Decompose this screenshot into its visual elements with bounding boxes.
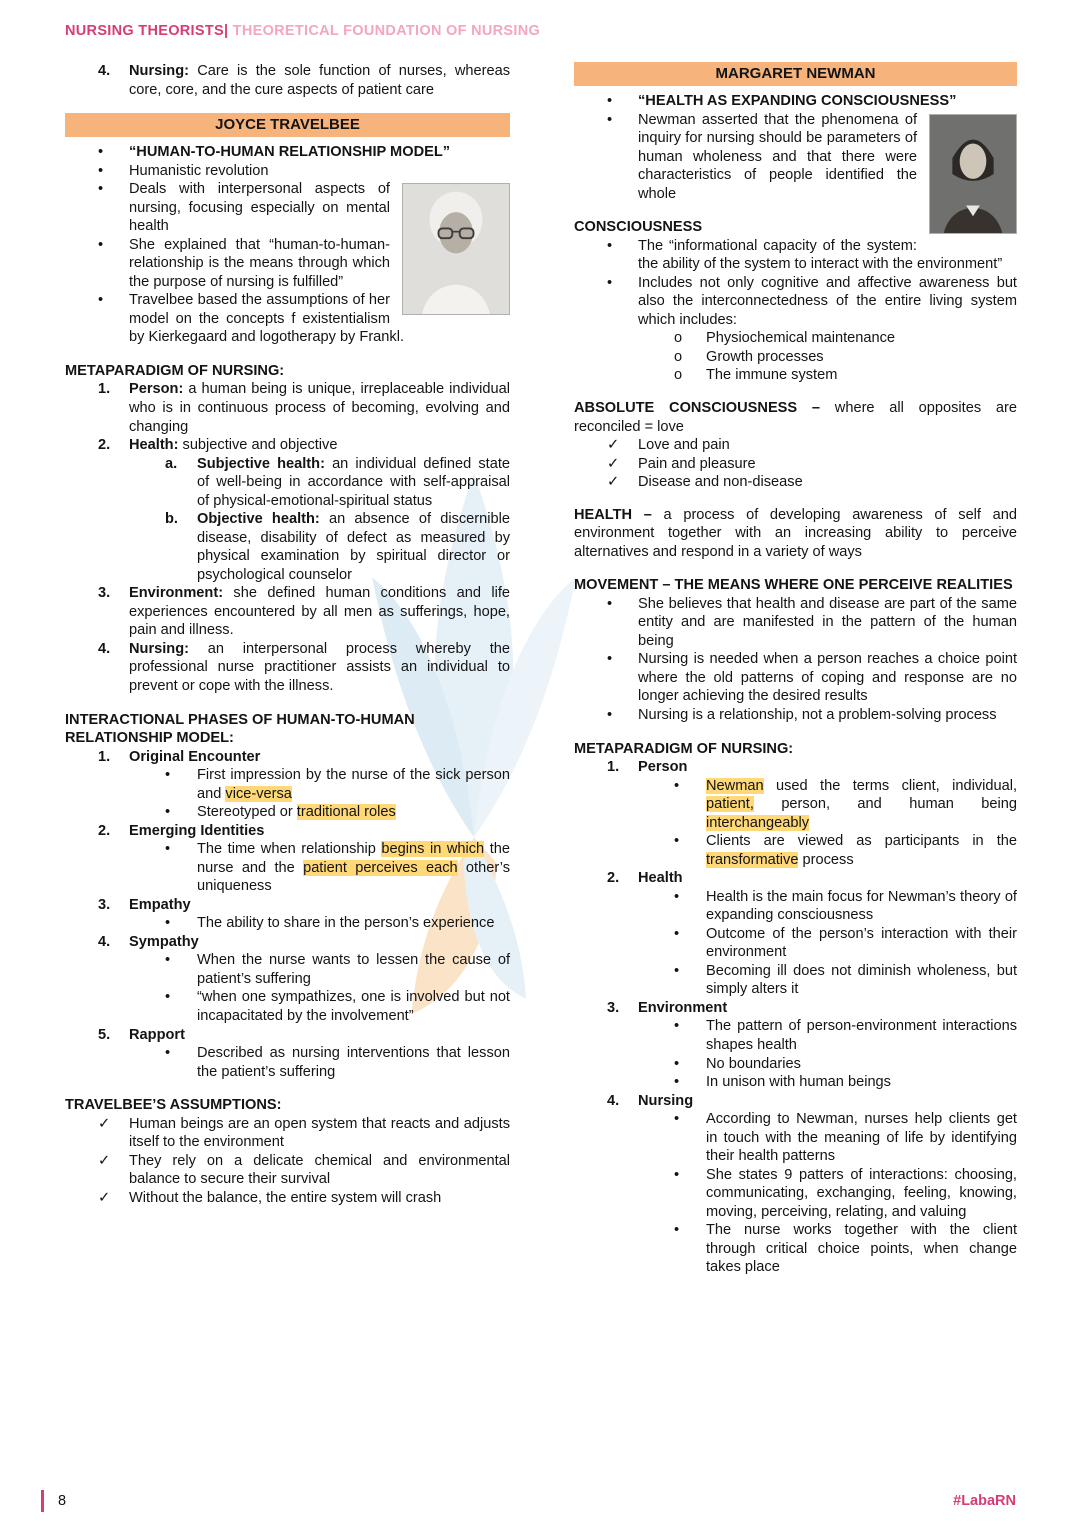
text-run: Subjective health:	[197, 455, 333, 472]
section-heading: METAPARADIGM OF NURSING:	[65, 362, 285, 379]
text-run: Person	[638, 759, 688, 776]
list-item	[574, 237, 1017, 274]
list-item	[574, 348, 1017, 367]
list-marker: a.	[165, 455, 178, 472]
section-header-bar: JOYCE TRAVELBEE	[65, 113, 510, 137]
text-run: Health:	[129, 437, 183, 454]
list-marker: ✓	[607, 437, 620, 454]
list-marker: 4.	[98, 640, 111, 657]
list-item	[574, 366, 1017, 385]
highlighted-text: Newman	[706, 777, 764, 794]
list-item	[65, 988, 510, 1025]
list-marker: o	[674, 330, 683, 347]
column-left	[65, 62, 510, 1277]
list-marker: •	[165, 804, 171, 821]
section-heading: MOVEMENT – THE MEANS WHERE ONE PERCEIVE REALITIES	[574, 577, 1013, 594]
text-run: The immune system	[706, 367, 838, 384]
section-heading: TRAVELBEE’S ASSUMPTIONS:	[65, 1097, 282, 1114]
text-run: a process of developing awareness of self and environment together with an increasing ability to perceive alternatives and respond in a variety of ways	[574, 506, 1017, 560]
list-item	[65, 803, 510, 822]
list-item	[574, 1073, 1017, 1092]
text-run: Newman asserted that the phenomena of inquiry for nursing should be parameters of human wholeness and that there were characteristics of people identified the whole	[638, 111, 917, 202]
footer-hashtag: #LabaRN	[953, 1492, 1016, 1509]
list-item	[574, 758, 1017, 777]
list-marker: •	[98, 181, 104, 198]
list-marker: 4.	[607, 1092, 620, 1109]
highlighted-text: interchangeably	[706, 814, 810, 831]
text-run: she defined human conditions and life experiences encountered by all men as sufferings, hope, pain and illness.	[129, 585, 510, 639]
text-run: Rapport	[129, 1026, 185, 1043]
text-run: an interpersonal process whereby the professional nurse practitioner assists an individual to prevent or cope with the illness.	[129, 640, 510, 694]
text-run: The time when relationship	[197, 841, 382, 858]
text-run: the nurse and the	[197, 841, 510, 876]
text-run: The nurse works together with the client through critical choice points, when change takes place	[706, 1222, 1017, 1276]
text-run: Nursing is a relationship, not a problem-solving process	[638, 706, 997, 723]
list-item	[65, 1026, 510, 1045]
text-run: Deals with interpersonal aspects of nursing, focusing especially on mental health	[129, 181, 390, 235]
list-marker: •	[607, 595, 613, 612]
list-marker: 3.	[607, 999, 620, 1016]
text-run: Human beings are an open system that reacts and adjusts itself to the environment	[129, 1115, 510, 1151]
text-run: Described as nursing interventions that lesson the patient’s suffering	[197, 1045, 510, 1080]
list-marker: •	[607, 93, 613, 110]
text-run: She explained that “human-to-human-relationship is the means through which the purpose of nursing is fulfilled”	[129, 236, 390, 290]
list-item	[574, 1017, 1017, 1054]
list-item	[574, 1166, 1017, 1222]
text-run: “when one sympathizes, one is involved but not incapacitated by the involvement”	[197, 989, 510, 1025]
highlighted-text: patient,	[706, 796, 754, 813]
list-item	[65, 510, 510, 584]
list-marker: o	[674, 348, 683, 365]
text-run: Health	[638, 870, 683, 887]
list-item	[65, 291, 510, 347]
text-run: Objective health:	[197, 511, 329, 528]
text-run: Disease and non-disease	[638, 474, 803, 491]
list-item	[574, 832, 1017, 869]
text-run: Becoming ill does not diminish wholeness, but simply alters it	[706, 962, 1017, 998]
list-marker: ✓	[607, 474, 620, 491]
text-run: Emerging Identities	[129, 822, 265, 839]
list-item	[65, 822, 510, 841]
list-item	[574, 777, 1017, 833]
list-marker: •	[674, 1055, 680, 1072]
text-run: Sympathy	[129, 933, 199, 950]
list-item	[65, 896, 510, 915]
section-heading: CONSCIOUSNESS	[574, 219, 703, 236]
list-item	[65, 933, 510, 952]
list-marker: •	[165, 1045, 171, 1062]
list-marker: •	[98, 236, 104, 253]
list-marker: •	[674, 1074, 680, 1091]
list-marker: 4.	[98, 63, 111, 79]
list-item	[574, 473, 1017, 492]
text-run: She believes that health and disease are part of the same entity and are manifested in the pattern of the human being	[638, 595, 1017, 649]
list-marker: ✓	[98, 1189, 111, 1206]
text-run: Nursing is needed when a person reaches a choice point where the old patterns of coping and response are no longer achieving the desired results	[638, 651, 1017, 705]
list-item	[574, 999, 1017, 1018]
content-columns	[65, 62, 1017, 1277]
list-item	[574, 962, 1017, 999]
list-item	[65, 1115, 510, 1152]
text-run: used the terms client, individual,	[763, 777, 1017, 794]
text-run: Includes not only cognitive and affective awareness but also the interconnectedness of the entire living system which includes:	[638, 274, 1017, 328]
text-run: person, and human being	[753, 796, 1017, 813]
text-run: Nursing:	[129, 63, 198, 79]
highlighted-text: begins in which	[381, 841, 485, 858]
list-item	[65, 436, 510, 455]
list-marker: •	[674, 1222, 680, 1239]
text-run: other’s uniqueness	[197, 859, 511, 895]
text-run: Empathy	[129, 896, 191, 913]
highlighted-text: traditional roles	[296, 804, 396, 821]
section-heading: METAPARADIGM OF NURSING:	[574, 740, 794, 757]
text-run: First impression by the nurse of the sick person and	[197, 767, 510, 802]
text-run: Environment:	[129, 585, 234, 602]
highlighted-text: transformative	[706, 851, 799, 868]
list-item	[574, 888, 1017, 925]
text-run: Nursing:	[129, 640, 208, 657]
page-number-container	[41, 1490, 66, 1512]
list-item	[65, 1044, 510, 1081]
highlighted-text: patient perceives each	[303, 859, 458, 876]
text-run: No boundaries	[706, 1055, 801, 1072]
list-marker: •	[165, 915, 171, 932]
list-item	[65, 914, 510, 933]
list-marker: 3.	[98, 585, 111, 602]
list-marker: •	[98, 144, 104, 161]
list-item	[65, 1152, 510, 1189]
list-item	[574, 1221, 1017, 1277]
text-run: process	[798, 851, 854, 868]
list-item	[65, 380, 510, 436]
list-item	[65, 180, 510, 236]
list-item	[574, 111, 1017, 204]
page-number-accent-bar	[41, 1490, 44, 1512]
list-marker: •	[98, 292, 104, 309]
list-item	[65, 236, 510, 292]
text-run: In unison with human beings	[706, 1074, 891, 1091]
list-item	[574, 595, 1017, 651]
list-marker: 2.	[98, 437, 111, 454]
list-marker: •	[674, 777, 680, 794]
list-marker: 3.	[98, 896, 111, 913]
list-marker: •	[165, 841, 171, 858]
list-marker: 2.	[98, 822, 111, 839]
text-run: HEALTH –	[574, 506, 664, 523]
text-run: Outcome of the person’s interaction with their environment	[706, 925, 1017, 961]
page-header	[65, 22, 540, 40]
list-marker: •	[674, 1018, 680, 1035]
list-item	[65, 162, 510, 181]
text-run: They rely on a delicate chemical and environmental balance to secure their survival	[129, 1152, 510, 1188]
list-item	[65, 584, 510, 640]
page-number: 8	[58, 1492, 67, 1509]
list-marker: •	[98, 162, 104, 179]
list-item	[65, 640, 510, 696]
list-item	[574, 274, 1017, 330]
section-heading: INTERACTIONAL PHASES OF HUMAN-TO-HUMAN RELATIONSHIP MODEL:	[65, 711, 415, 747]
text-run: Physiochemical maintenance	[706, 330, 896, 347]
list-item	[65, 62, 510, 99]
list-item	[65, 748, 510, 767]
text-run: an absence of discernible disease, disability of defect as measured by physical examination by spiritual director or psychological counselor	[197, 511, 510, 583]
text-run: a human being is unique, irreplaceable individual who is in continuous process of becoming, evolving and changing	[129, 381, 510, 435]
list-marker: •	[607, 274, 613, 291]
text-run: The pattern of person-environment interactions shapes health	[706, 1018, 1017, 1054]
paragraph	[574, 399, 1017, 436]
header-title-primary: NURSING THEORISTS	[65, 23, 224, 39]
list-item	[65, 143, 510, 162]
list-marker: b.	[165, 511, 178, 528]
text-run: Original Encounter	[129, 748, 261, 765]
list-marker: 5.	[98, 1026, 111, 1043]
list-marker: 4.	[98, 933, 111, 950]
column-right	[574, 62, 1017, 1277]
text-run: According to Newman, nurses help clients get in touch with the meaning of life by identifying their health patterns	[706, 1111, 1017, 1165]
text-run: Stereotyped or	[197, 804, 297, 821]
list-item	[574, 1110, 1017, 1166]
text-run: The “informational capacity of the system: the ability of the system to interact with the environment”	[638, 237, 1003, 273]
list-marker: •	[674, 1166, 680, 1183]
list-marker: 1.	[98, 748, 111, 765]
list-item	[574, 706, 1017, 725]
highlighted-text: vice-versa	[225, 785, 292, 802]
text-run: Health is the main focus for Newman’s theory of expanding consciousness	[706, 888, 1017, 924]
header-separator: |	[223, 23, 233, 39]
list-marker: 1.	[607, 759, 620, 776]
text-run: Travelbee based the assumptions of her model on the concepts f existentialism by Kierkegaard and logotherapy by Frankl.	[129, 292, 405, 346]
list-marker: ✓	[98, 1152, 111, 1169]
text-run: an individual defined state of well-being in accordance with self-appraisal of physical-emotional-spiritual status	[197, 455, 510, 509]
list-marker: ✓	[98, 1115, 111, 1132]
text-run: ABSOLUTE CONSCIOUSNESS –	[574, 400, 835, 417]
list-marker: 1.	[98, 381, 111, 398]
list-item	[574, 92, 1017, 111]
list-marker: •	[674, 833, 680, 850]
list-item	[65, 951, 510, 988]
list-item	[574, 1092, 1017, 1111]
list-marker: •	[674, 888, 680, 905]
list-marker: •	[607, 706, 613, 723]
text-run: Person:	[129, 381, 189, 398]
list-marker: •	[607, 111, 613, 128]
text-run: Care is the sole function of nurses, whereas core, core, and the cure aspects of patient care	[129, 63, 510, 98]
list-marker: ✓	[607, 455, 620, 472]
list-marker: 2.	[607, 870, 620, 887]
list-marker: o	[674, 367, 683, 384]
list-marker: •	[674, 1111, 680, 1128]
list-item	[574, 869, 1017, 888]
text-run: Growth processes	[706, 348, 824, 365]
text-run: Clients are viewed as participants in the	[706, 833, 1017, 850]
list-item	[574, 455, 1017, 474]
text-run: “HUMAN-TO-HUMAN RELATIONSHIP MODEL”	[129, 144, 451, 161]
text-run: Humanistic revolution	[129, 162, 269, 179]
text-run: The ability to share in the person’s experience	[197, 915, 495, 932]
text-run: When the nurse wants to lessen the cause of patient’s suffering	[197, 952, 510, 987]
text-run: subjective and objective	[182, 437, 338, 454]
list-item	[574, 436, 1017, 455]
list-marker: •	[165, 989, 171, 1006]
text-run: Nursing	[638, 1092, 694, 1109]
paragraph	[574, 506, 1017, 562]
list-item	[574, 650, 1017, 706]
text-run: “HEALTH AS EXPANDING CONSCIOUSNESS”	[638, 93, 957, 110]
list-marker: •	[165, 767, 171, 784]
list-item	[65, 1189, 510, 1208]
list-marker: •	[607, 651, 613, 668]
list-marker: •	[674, 925, 680, 942]
header-title-secondary: THEORETICAL FOUNDATION OF NURSING	[232, 23, 541, 39]
list-item	[574, 1055, 1017, 1074]
text-run: She states 9 patters of interactions: choosing, communicating, exchanging, feeling, knowing, moving, perceiving, relating, and valuing	[706, 1166, 1017, 1220]
list-marker: •	[607, 237, 613, 254]
section-header-bar: MARGARET NEWMAN	[574, 62, 1017, 86]
list-marker: •	[165, 952, 171, 969]
text-run: where all opposites are reconciled = love	[574, 400, 1017, 435]
text-run: Love and pain	[638, 437, 730, 454]
list-item	[574, 329, 1017, 348]
list-item	[65, 766, 510, 803]
text-run: Pain and pleasure	[638, 455, 756, 472]
list-item	[65, 455, 510, 511]
text-run: Without the balance, the entire system will crash	[129, 1189, 442, 1206]
list-marker: •	[674, 962, 680, 979]
text-run: Environment	[638, 999, 728, 1016]
list-item	[65, 840, 510, 896]
list-item	[574, 925, 1017, 962]
